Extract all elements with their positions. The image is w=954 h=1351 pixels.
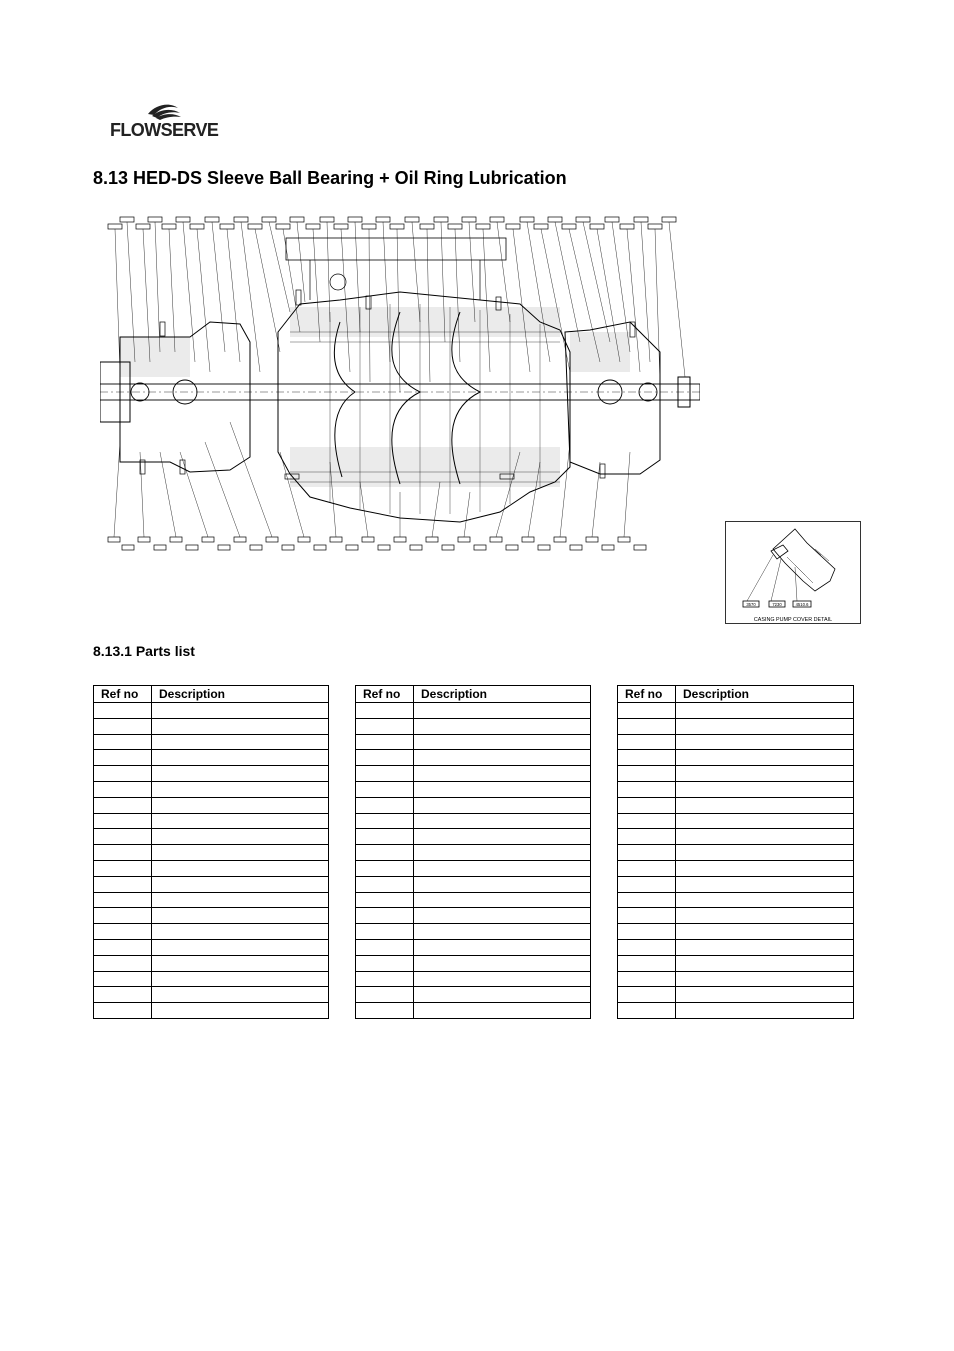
- description-cell: [414, 829, 591, 845]
- parts-table-body: [94, 703, 329, 1019]
- description-cell: [676, 876, 854, 892]
- ref-no-cell: [356, 781, 414, 797]
- table-row: [356, 955, 591, 971]
- ref-no-cell: [618, 781, 676, 797]
- parts-table-body: [356, 703, 591, 1019]
- ref-no-cell: [356, 971, 414, 987]
- ref-no-cell: [356, 987, 414, 1003]
- table-row: [356, 797, 591, 813]
- ref-no-cell: [618, 766, 676, 782]
- table-row: [618, 987, 854, 1003]
- description-cell: [414, 892, 591, 908]
- description-cell: [414, 797, 591, 813]
- description-cell: [152, 734, 329, 750]
- table-row: [94, 1003, 329, 1019]
- ref-no-cell: [94, 860, 152, 876]
- description-cell: [152, 939, 329, 955]
- ref-no-cell: [618, 797, 676, 813]
- table-row: [94, 813, 329, 829]
- table-row: [618, 845, 854, 861]
- description-cell: [152, 860, 329, 876]
- ref-no-cell: [618, 892, 676, 908]
- description-cell: [676, 939, 854, 955]
- table-row: [618, 813, 854, 829]
- ref-no-cell: [618, 971, 676, 987]
- description-cell: [676, 829, 854, 845]
- ref-no-cell: [94, 1003, 152, 1019]
- table-row: [356, 860, 591, 876]
- ref-no-cell: [356, 766, 414, 782]
- table-row: [618, 829, 854, 845]
- table-row: [356, 750, 591, 766]
- table-row: [618, 750, 854, 766]
- table-row: [94, 908, 329, 924]
- table-row: [618, 718, 854, 734]
- table-row: [618, 766, 854, 782]
- detail-label-3: 4510.6: [795, 602, 809, 607]
- description-cell: [152, 781, 329, 797]
- description-cell: [152, 892, 329, 908]
- description-cell: [414, 781, 591, 797]
- description-cell: [152, 1003, 329, 1019]
- leader-lines: [114, 222, 685, 537]
- ref-no-cell: [94, 939, 152, 955]
- table-row: [356, 703, 591, 719]
- ref-no-cell: [618, 860, 676, 876]
- ref-no-cell: [94, 971, 152, 987]
- ref-no-cell: [356, 1003, 414, 1019]
- ref-no-cell: [356, 797, 414, 813]
- table-row: [94, 797, 329, 813]
- ref-no-cell: [618, 908, 676, 924]
- description-cell: [676, 892, 854, 908]
- ref-no-cell: [94, 797, 152, 813]
- description-cell: [152, 955, 329, 971]
- description-cell: [152, 813, 329, 829]
- table-row: [618, 876, 854, 892]
- table-row: [618, 703, 854, 719]
- table-row: [94, 971, 329, 987]
- table-row: [356, 876, 591, 892]
- description-cell: [676, 908, 854, 924]
- ref-no-cell: [618, 987, 676, 1003]
- ref-no-cell: [356, 908, 414, 924]
- ref-no-cell: [94, 987, 152, 1003]
- description-cell: [152, 766, 329, 782]
- ref-no-cell: [356, 876, 414, 892]
- description-cell: [676, 813, 854, 829]
- description-cell: [152, 908, 329, 924]
- description-cell: [676, 718, 854, 734]
- description-cell: [152, 829, 329, 845]
- table-row: [94, 703, 329, 719]
- description-header: Description: [414, 686, 591, 703]
- description-cell: [414, 955, 591, 971]
- description-cell: [676, 1003, 854, 1019]
- table-row: [356, 813, 591, 829]
- description-cell: [676, 860, 854, 876]
- table-row: [94, 860, 329, 876]
- table-row: [356, 924, 591, 940]
- description-cell: [152, 876, 329, 892]
- ref-no-cell: [94, 703, 152, 719]
- casing-pump-cover-detail: [725, 521, 861, 624]
- table-row: [94, 734, 329, 750]
- table-row: [94, 987, 329, 1003]
- description-cell: [414, 987, 591, 1003]
- ref-no-cell: [94, 718, 152, 734]
- ref-no-cell: [356, 813, 414, 829]
- pump-sectional-drawing: [100, 212, 700, 557]
- ref-no-cell: [94, 766, 152, 782]
- description-cell: [152, 718, 329, 734]
- description-cell: [676, 971, 854, 987]
- section-title: 8.13 HED-DS Sleeve Ball Bearing + Oil Ring Lubrication: [93, 168, 567, 188]
- description-cell: [676, 955, 854, 971]
- ref-no-cell: [618, 703, 676, 719]
- ref-no-cell: [94, 781, 152, 797]
- ref-no-cell: [356, 860, 414, 876]
- table-row: [356, 718, 591, 734]
- description-cell: [414, 750, 591, 766]
- table-row: [94, 955, 329, 971]
- ref-no-cell: [618, 1003, 676, 1019]
- ref-no-cell: [356, 939, 414, 955]
- ref-no-cell: [618, 813, 676, 829]
- table-row: [356, 1003, 591, 1019]
- bottom-callout-boxes: [108, 537, 646, 550]
- table-row: [94, 781, 329, 797]
- description-cell: [152, 797, 329, 813]
- ref-no-cell: [356, 924, 414, 940]
- description-header: Description: [152, 686, 329, 703]
- parts-table-3: [617, 685, 854, 1019]
- description-cell: [414, 876, 591, 892]
- description-cell: [676, 703, 854, 719]
- ref-no-cell: [356, 750, 414, 766]
- table-row: [94, 924, 329, 940]
- table-row: [618, 892, 854, 908]
- ref-no-cell: [618, 750, 676, 766]
- description-cell: [414, 908, 591, 924]
- ref-no-cell: [94, 813, 152, 829]
- description-cell: [414, 766, 591, 782]
- table-row: [356, 829, 591, 845]
- description-cell: [676, 924, 854, 940]
- table-row: [94, 750, 329, 766]
- detail-label-1: 3570: [746, 602, 756, 607]
- table-row: [618, 955, 854, 971]
- table-row: [94, 829, 329, 845]
- ref-no-cell: [618, 876, 676, 892]
- description-cell: [414, 939, 591, 955]
- parts-table-2: [355, 685, 591, 1019]
- description-cell: [152, 971, 329, 987]
- description-cell: [414, 860, 591, 876]
- table-row: [356, 987, 591, 1003]
- detail-label-2: 7230: [772, 602, 782, 607]
- ref-no-cell: [94, 876, 152, 892]
- description-cell: [152, 845, 329, 861]
- table-row: [94, 939, 329, 955]
- ref-no-cell: [356, 955, 414, 971]
- description-cell: [676, 845, 854, 861]
- table-row: [618, 971, 854, 987]
- ref-no-header: Ref no: [618, 686, 676, 703]
- ref-no-cell: [94, 924, 152, 940]
- table-row: [618, 1003, 854, 1019]
- ref-no-cell: [94, 908, 152, 924]
- flowserve-logo: [108, 100, 220, 146]
- table-row: [618, 924, 854, 940]
- table-row: [618, 781, 854, 797]
- parts-table-body: [618, 703, 854, 1019]
- ref-no-header: Ref no: [94, 686, 152, 703]
- ref-no-cell: [94, 829, 152, 845]
- table-row: [94, 876, 329, 892]
- ref-no-cell: [618, 845, 676, 861]
- table-row: [618, 797, 854, 813]
- ref-no-cell: [618, 734, 676, 750]
- ref-no-cell: [94, 845, 152, 861]
- ref-no-cell: [618, 718, 676, 734]
- logo-wordmark: FLOWSERVE: [110, 120, 219, 140]
- table-row: [618, 939, 854, 955]
- ref-no-header: Ref no: [356, 686, 414, 703]
- ref-no-cell: [94, 734, 152, 750]
- description-cell: [676, 987, 854, 1003]
- description-cell: [152, 750, 329, 766]
- description-cell: [676, 781, 854, 797]
- ref-no-cell: [94, 750, 152, 766]
- table-row: [356, 781, 591, 797]
- description-cell: [676, 734, 854, 750]
- table-row: [94, 718, 329, 734]
- table-row: [618, 860, 854, 876]
- description-cell: [414, 845, 591, 861]
- ref-no-cell: [618, 955, 676, 971]
- table-row: [94, 845, 329, 861]
- table-row: [356, 908, 591, 924]
- ref-no-cell: [618, 939, 676, 955]
- table-row: [356, 939, 591, 955]
- description-cell: [152, 987, 329, 1003]
- parts-list-heading: 8.13.1 Parts list: [93, 643, 195, 659]
- table-row: [618, 908, 854, 924]
- description-cell: [676, 750, 854, 766]
- table-row: [356, 971, 591, 987]
- description-cell: [676, 797, 854, 813]
- table-row: [356, 734, 591, 750]
- detail-caption: CASING PUMP COVER DETAIL: [753, 617, 833, 623]
- table-row: [94, 766, 329, 782]
- ref-no-cell: [356, 829, 414, 845]
- table-row: [356, 845, 591, 861]
- ref-no-cell: [356, 734, 414, 750]
- parts-table-1: [93, 685, 329, 1019]
- table-row: [356, 892, 591, 908]
- description-cell: [414, 971, 591, 987]
- table-row: [618, 734, 854, 750]
- ref-no-cell: [356, 703, 414, 719]
- description-cell: [414, 813, 591, 829]
- ref-no-cell: [356, 892, 414, 908]
- table-row: [356, 766, 591, 782]
- ref-no-cell: [356, 718, 414, 734]
- description-cell: [676, 766, 854, 782]
- ref-no-cell: [618, 829, 676, 845]
- ref-no-cell: [94, 955, 152, 971]
- description-cell: [152, 703, 329, 719]
- description-cell: [414, 924, 591, 940]
- ref-no-cell: [356, 845, 414, 861]
- description-cell: [414, 718, 591, 734]
- description-cell: [414, 703, 591, 719]
- ref-no-cell: [94, 892, 152, 908]
- description-header: Description: [676, 686, 854, 703]
- description-cell: [152, 924, 329, 940]
- ref-no-cell: [618, 924, 676, 940]
- top-callout-boxes: [108, 217, 676, 229]
- table-row: [94, 892, 329, 908]
- description-cell: [414, 1003, 591, 1019]
- description-cell: [414, 734, 591, 750]
